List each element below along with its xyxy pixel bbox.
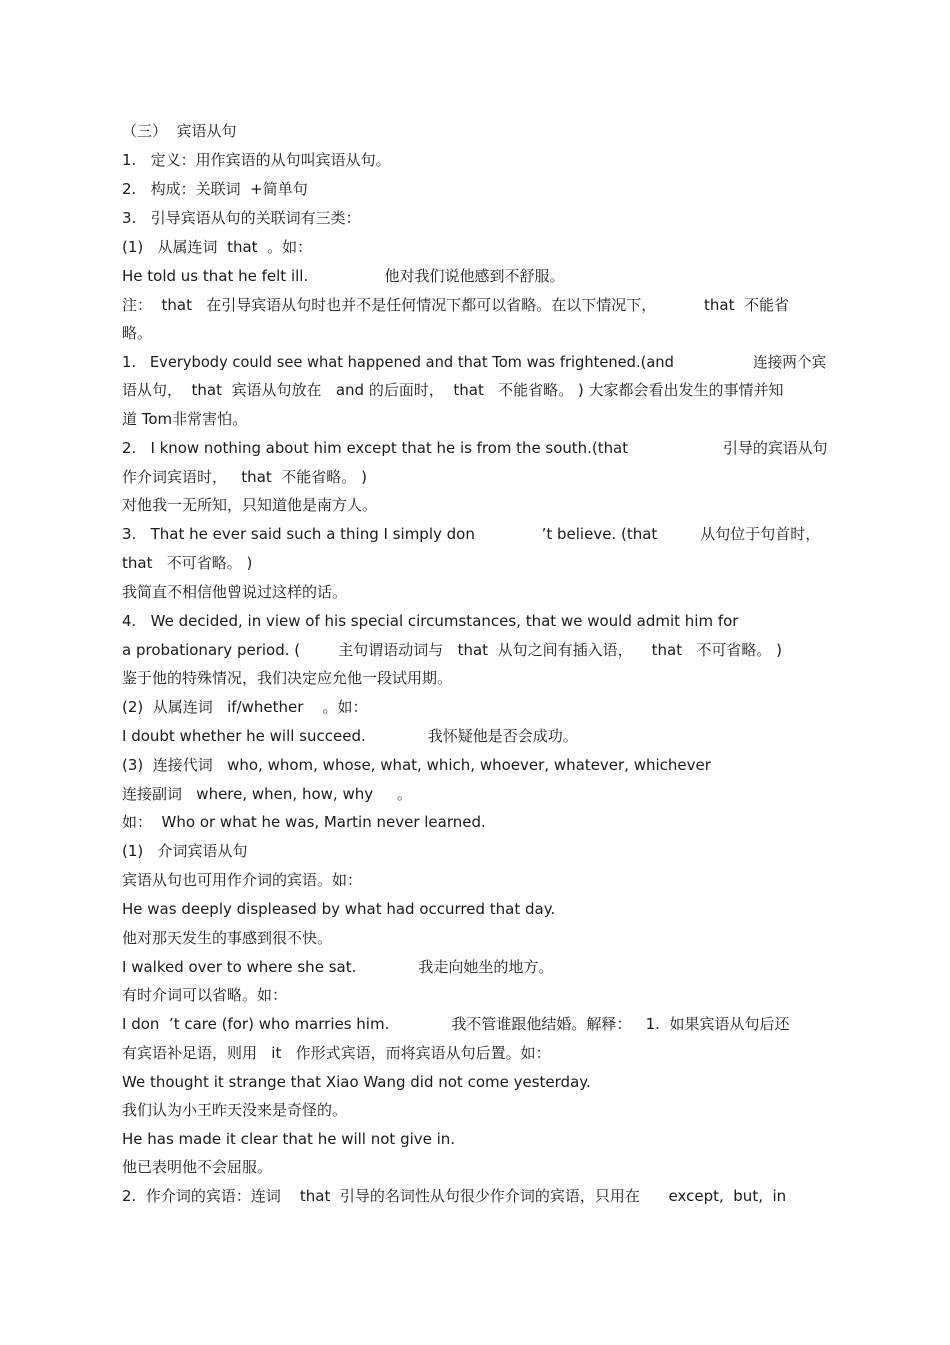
text-line: (1) 介词宾语从句 [122,842,248,860]
text-line: a probationary period. ( 主句谓语动词与 that 从句之间有插入语， that 不可省略。 ) [122,641,783,659]
text-line: (1) 从属连词 that 。如： [122,238,313,256]
text-line: (2) 从属连词 if/whether 。如： [122,698,368,716]
text-line: 他对那天发生的事感到很不快。 [122,929,333,947]
text-line: (3) 连接代词 who, whom, whose, what, which, whoever, whatever, whichever [122,756,711,774]
text-line: 宾语从句也可用作介词的宾语。如： [122,871,363,889]
text-line: 2. 作介词的宾语：连词 that 引导的名词性从句很少作介词的宾语，只用在 except, but, in [122,1187,787,1205]
text-line: 有宾语补足语，则用 it 作形式宾语，而将宾语从句后置。如： [122,1044,551,1062]
text-line: We thought it strange that Xiao Wang did not come yesterday. [122,1073,591,1091]
text-line: 道 Tom非常害怕。 [122,410,248,428]
text-line: He has made it clear that he will not give in. [122,1130,456,1148]
text-line: 连接副词 where, when, how, why 。 [122,785,412,803]
text-line: He told us that he felt ill. 他对我们说他感到不舒服。 [122,267,565,285]
text-line: that 不可省略。 ) [122,554,253,572]
section-heading: （三） 宾语从句 [122,122,237,140]
text-line: 我简直不相信他曾说过这样的话。 [122,583,348,601]
text-line: 1. 定义：用作宾语的从句叫宾语从句。 [122,151,391,169]
text-line: He was deeply displeased by what had occurred that day. [122,900,556,918]
text-line: I walked over to where she sat. 我走向她坐的地方。 [122,958,554,976]
text-line: 注： that 在引导宾语从句时也并不是任何情况下都可以省略。在以下情况下， that 不能省 [122,296,789,314]
text-line: I don ’t care (for) who marries him. 我不管谁跟他结婚。解释： 1. 如果宾语从句后还 [122,1015,790,1033]
text-line: I doubt whether he will succeed. 我怀疑他是否会成功。 [122,727,578,745]
text-line: 语从句， that 宾语从句放在 and 的后面时， that 不能省略。 ) 大家都会看出发生的事情并知 [122,381,784,399]
text-line: 对他我一无所知，只知道他是南方人。 [122,496,378,514]
text-line: 鉴于他的特殊情况，我们决定应允他一段试用期。 [122,669,453,687]
text-line: 2. I know nothing about him except that he is from the south.(that 引导的宾语从句 [122,439,828,457]
text-line: 他已表明他不会屈服。 [122,1158,273,1176]
text-line: 3. 引导宾语从句的关联词有三类： [122,209,361,227]
text-line: 2. 构成：关联词 +简单句 [122,180,308,198]
text-line: 作介词宾语时， that 不能省略。 ) [122,468,367,486]
text-line: 如： Who or what he was, Martin never learned. [122,813,486,831]
text-line: 有时介词可以省略。如： [122,986,288,1004]
text-line: 我们认为小王昨天没来是奇怪的。 [122,1101,348,1119]
text-line: 略。 [122,324,153,342]
text-line: 4. We decided, in view of his special circumstances, that we would admit him for [122,612,739,630]
text-line: 3. That he ever said such a thing I simply don ’t believe. (that 从句位于句首时， [122,525,821,543]
text-line: 1. Everybody could see what happened and that Tom was frightened.(and 连接两个宾 [122,353,827,371]
